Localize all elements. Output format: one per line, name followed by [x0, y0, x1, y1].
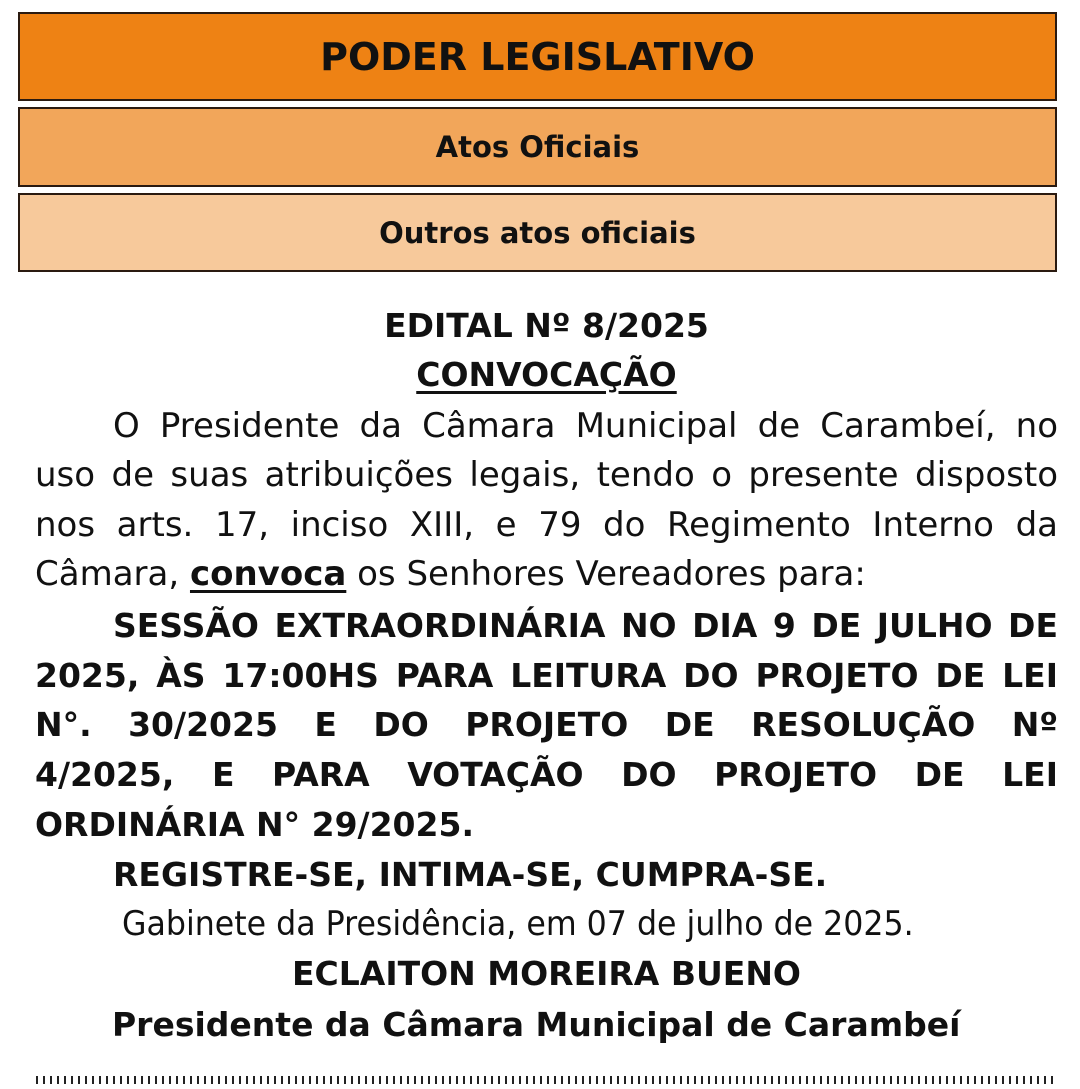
intro-line: O Presidente da Câmara Municipal de Carambeí, no	[113, 406, 1058, 446]
document-subtitle	[35, 355, 1058, 394]
session-line: 4/2025, E PARA VOTAÇÃO DO PROJETO DE LEI	[35, 755, 1058, 794]
session-line: SESSÃO EXTRAORDINÁRIA NO DIA 9 DE JULHO DE	[113, 606, 1058, 645]
subcategory-title: Outros atos oficiais	[379, 215, 696, 250]
intro-line: nos arts. 17, inciso XIII, e 79 do Regimento Interno da	[35, 505, 1058, 545]
signer-name: ECLAITON MOREIRA BUENO	[291, 954, 801, 993]
subcategory-header	[18, 193, 1057, 272]
section-header	[18, 12, 1057, 101]
dotted-separator	[36, 1076, 1058, 1084]
category-header	[18, 107, 1057, 187]
session-line: ORDINÁRIA N° 29/2025.	[35, 805, 474, 844]
section-title: PODER LEGISLATIVO	[320, 34, 755, 79]
place-date: Gabinete da Presidência, em 07 de julho de 2025.	[122, 904, 914, 944]
category-title: Atos Oficiais	[435, 130, 640, 164]
signer-title: Presidente da Câmara Municipal de Carambeí	[112, 1005, 961, 1044]
intro-line	[35, 554, 1058, 594]
session-line: 2025, ÀS 17:00HS PARA LEITURA DO PROJETO DE LEI	[35, 656, 1058, 695]
subtitle-text: CONVOCAÇÃO	[416, 355, 677, 394]
intro-line: uso de suas atribuições legais, tendo o presente disposto	[35, 455, 1058, 495]
convoca-emphasis: convoca	[189, 554, 347, 594]
intro-text: os Senhores Vereadores para:	[357, 554, 866, 594]
document-title: EDITAL Nº 8/2025	[384, 306, 709, 345]
session-line: N°. 30/2025 E DO PROJETO DE RESOLUÇÃO Nº	[35, 705, 1058, 744]
intro-text: Câmara,	[35, 554, 180, 594]
closing-statement: REGISTRE-SE, INTIMA-SE, CUMPRA-SE.	[113, 855, 828, 894]
